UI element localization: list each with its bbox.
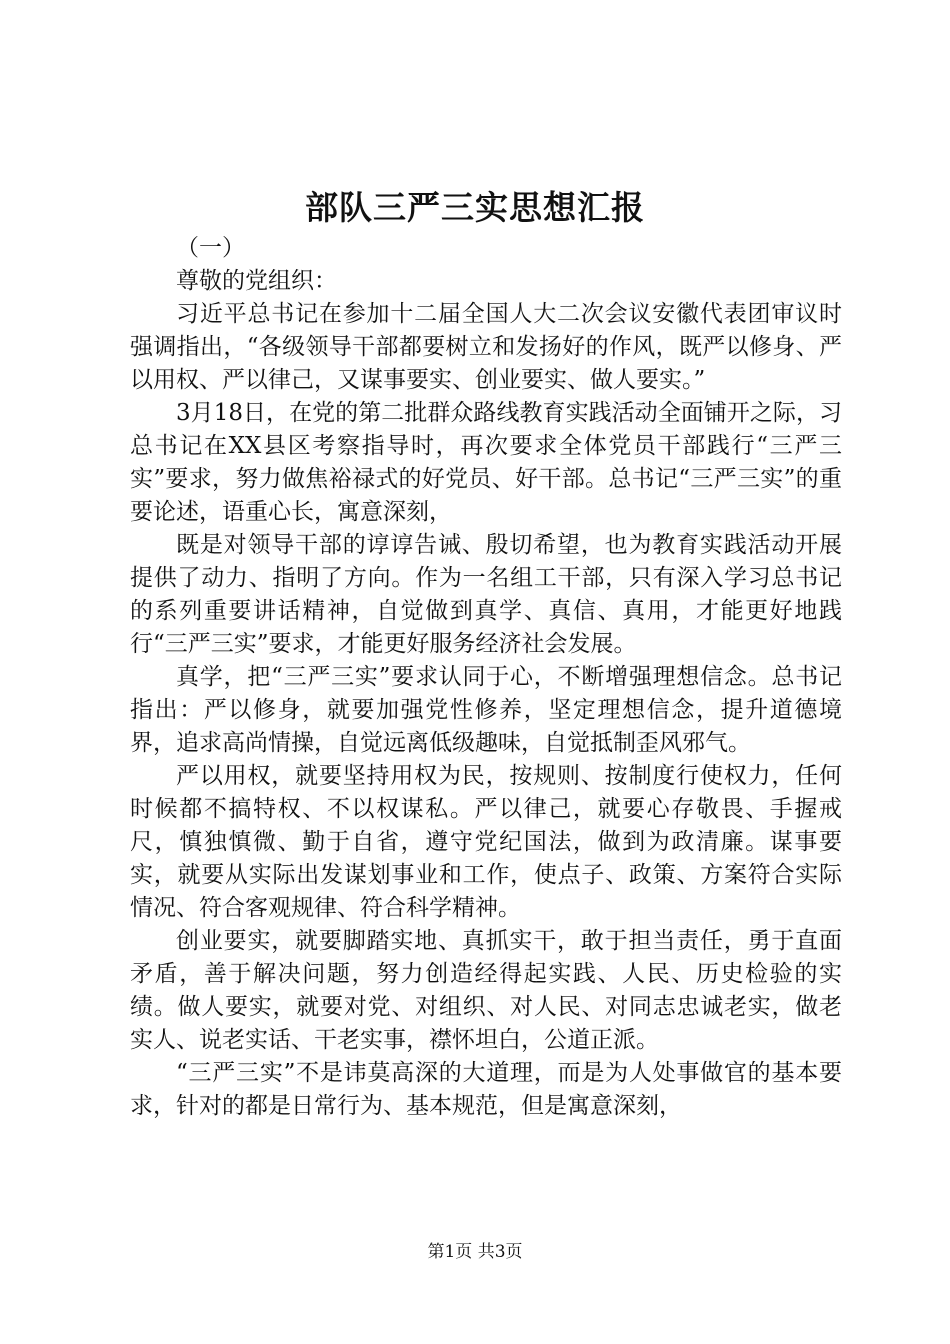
paragraph: 既是对领导干部的谆谆告诫、殷切希望，也为教育实践活动开展提供了动力、指明了方向。作为一名组工干部，只有深入学习总书记的系列重要讲话精神，自觉做到真学、真信、真用，才能更好地践行“三严三实”要求，才能更好服务经济社会发展。: [130, 532, 842, 657]
paragraph: 习近平总书记在参加十二届全国人大二次会议安徽代表团审议时强调指出，“各级领导干部都要树立和发扬好的作风，既严以修身、严以用权、严以律己，又谋事要实、创业要实、做人要实。”: [130, 301, 842, 393]
paragraph: 3月18日，在党的第二批群众路线教育实践活动全面铺开之际，习总书记在XX县区考察指导时，再次要求全体党员干部践行“三严三实”要求，努力做焦裕禄式的好党员、好干部。总书记“三严三实”的重要论述，语重心长，寓意深刻，: [130, 400, 842, 525]
document-title: 部队三严三实思想汇报: [305, 188, 645, 227]
paragraph: 严以用权，就要坚持用权为民，按规则、按制度行使权力，任何时候都不搞特权、不以权谋私。严以律己，就要心存敬畏、手握戒尺，慎独慎微、勤于自省，遵守党纪国法，做到为政清廉。谋事要实，就要从实际出发谋划事业和工作，使点子、政策、方案符合实际情况、符合客观规律、符合科学精神。: [130, 763, 842, 921]
document-body: [130, 232, 842, 1123]
paragraph: “三严三实”不是讳莫高深的大道理，而是为人处事做官的基本要求，针对的都是日常行为、基本规范，但是寓意深刻，: [130, 1060, 842, 1119]
paragraph: 创业要实，就要脚踏实地、真抓实干，敢于担当责任，勇于直面矛盾，善于解决问题，努力创造经得起实践、人民、历史检验的实绩。做人要实，就要对党、对组织、对人民、对同志忠诚老实，做老实人、说老实话、干老实事，襟怀坦白，公道正派。: [130, 928, 842, 1053]
page-number-footer: 第1页 共3页: [427, 1242, 523, 1262]
paragraph-section-marker: （一）: [176, 235, 245, 261]
paragraph-salutation: 尊敬的党组织：: [176, 268, 337, 294]
paragraph: 真学，把“三严三实”要求认同于心，不断增强理想信念。总书记指出：严以修身，就要加强党性修养，坚定理想信念，提升道德境界，追求高尚情操，自觉远离低级趣味，自觉抵制歪风邪气。: [130, 664, 842, 756]
